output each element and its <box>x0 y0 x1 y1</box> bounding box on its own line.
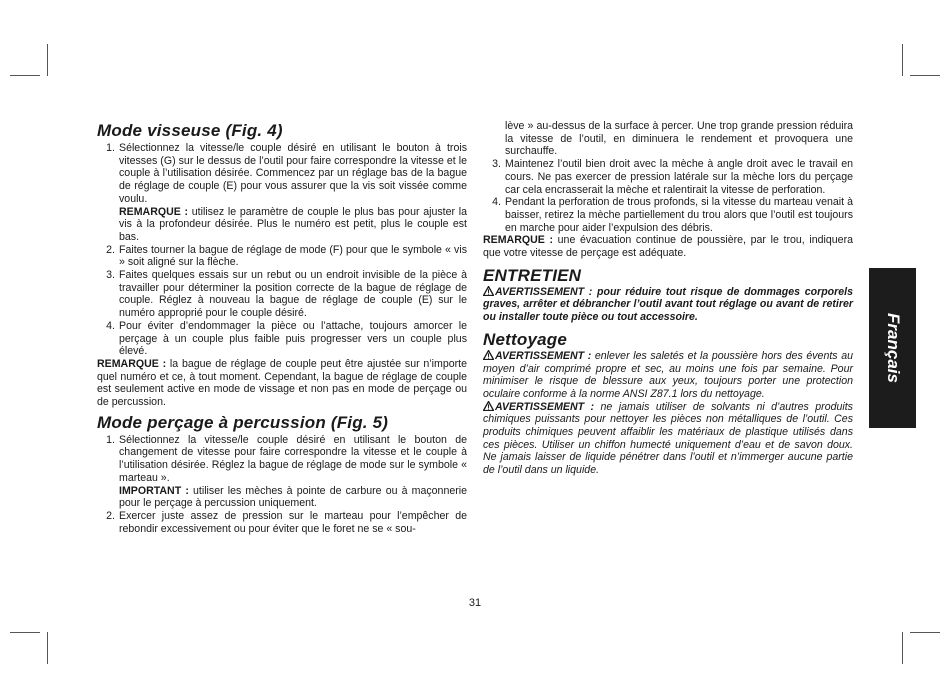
warning-paragraph <box>483 286 853 324</box>
item-number: 4. <box>106 319 115 332</box>
item-number: 4. <box>492 196 501 209</box>
remark-label: REMARQUE : <box>97 357 167 370</box>
crop-mark <box>10 632 40 633</box>
crop-mark <box>47 632 48 664</box>
warning-text: AVERTISSEMENT : pour réduire tout risque de dommages corporels graves, arrêter et débrancher l’outil avant tout réglage ou avant de retirer ou installer toute pièce ou tout accessoire. <box>483 285 853 324</box>
item-text: Faites quelques essais sur un rebut ou un endroit invisible de la pièce à travailler pour déterminer la position correcte de la bague de réglage de couple. Réglez à nouveau la bague de réglage de couple (E) sur le numéro approprié pour le couple désiré. <box>119 269 467 320</box>
remark-text: la bague de réglage de couple peut être ajustée sur n’importe quel numéro et ce, à tout moment. Cependant, la bague de réglage de couple est seulement active en mode de vissage et non pas en mode de perçage ou de percussion. <box>97 357 467 409</box>
remark-text: une évacuation continue de poussière, par le trou, indiquera que votre vitesse de perçage est adéquate. <box>483 234 853 260</box>
important-text: utiliser les mèches à pointe de carbure ou à maçonnerie pour le perçage à percussion uniquement. <box>119 484 468 510</box>
item-number: 2. <box>106 243 115 256</box>
remark-paragraph <box>97 358 467 409</box>
warning-paragraph <box>483 401 853 477</box>
list-item <box>97 269 467 320</box>
remark-note <box>97 206 467 244</box>
important-label: IMPORTANT : <box>119 484 189 497</box>
section-title-mode-percage: Mode perçage à percussion (Fig. 5) <box>97 412 389 432</box>
section-title-nettoyage: Nettoyage <box>483 329 567 349</box>
item-text: Faites tourner la bague de réglage de mode (F) pour que le symbole « vis » soit aligné sur la flèche. <box>119 243 467 269</box>
crop-mark <box>10 75 40 76</box>
item-number: 1. <box>106 142 115 154</box>
right-column <box>483 120 853 477</box>
item-number: 3. <box>106 269 115 282</box>
item-text: Pour éviter d’endommager la pièce ou l’attache, toujours amorcer le perçage à un couple plus faible puis progresser vers un couple plus élevé. <box>119 319 467 358</box>
warning-text: enlever les saletés et la poussière hors des évents au moyen d’air comprimé propre et sec, au moins une fois par semaine. Pour minimiser le risque de blessure aux yeux, toujours porter une protection oculaire conforme à la norme ANSI Z87.1 lors du nettoyage. <box>483 349 853 400</box>
left-column <box>97 120 467 535</box>
language-tab-label: Français <box>883 313 903 383</box>
warning-triangle-icon <box>483 286 494 296</box>
item-text: Sélectionnez la vitesse/le couple désiré en utilisant le bouton à trois vitesses (G) sur le dessus de l’outil pour faire correspondre la vitesse et le couple à l’utilisation désirée. Commencez par un réglage bas de la bague de réglage de couple (E) pour vous assurer que la vis soit vissée comme voulu. <box>119 142 467 205</box>
section-title-entretien: ENTRETIEN <box>483 265 582 285</box>
warning-triangle-icon <box>483 401 494 411</box>
item-text: Sélectionnez la vitesse/le couple désiré en utilisant le bouton de changement de vitesse pour faire correspondre la vitesse et le couple à l’utilisation désirée. Réglez la bague de réglage de mode sur le symbole « marteau ». <box>119 433 467 484</box>
remark-label: REMARQUE : <box>119 205 189 218</box>
list-item <box>97 244 467 269</box>
section-title-mode-visseuse: Mode visseuse (Fig. 4) <box>97 121 283 140</box>
warning-label: AVERTISSEMENT : <box>495 400 595 413</box>
crop-mark <box>910 632 940 633</box>
item-text: Maintenez l’outil bien droit avec la mèche à angle droit avec le travail en cours. Ne pas exercer de pression latérale sur la mèche lors du perçage car cela encrasserait la mèche et ralentirait la vitesse de perforation. <box>505 158 853 196</box>
item-text: Exercer juste assez de pression sur le marteau pour l’empêcher de rebondir excessivement ou pour éviter que le foret ne se « sou- <box>119 509 467 535</box>
list-item <box>97 510 467 535</box>
warning-text: ne jamais utiliser de solvants ni d’autres produits chimiques puissants pour nettoyer les pièces non métalliques de l’outil. Ces produits chimiques peuvent affaiblir les matériaux de plastique utilisés dans ces pièces. Utiliser un chiffon humecté uniquement d’eau et de savon doux. Ne jamais laisser de liquide pénétrer dans l’outil et n’immerger aucune partie de l’outil dans un liquide. <box>483 400 853 477</box>
list-item <box>97 142 467 206</box>
list-item <box>483 196 853 234</box>
warning-label: AVERTISSEMENT : <box>495 349 592 362</box>
language-tab <box>869 268 916 428</box>
item-text: Pendant la perforation de trous profonds, si la vitesse du marteau venait à baisser, retirez la mèche partiellement du trou alors que l’outil est toujours en marche pour aider l’expulsion des débris. <box>505 196 853 234</box>
crop-mark <box>902 632 903 664</box>
item-number: 1. <box>106 433 115 446</box>
item-number: 2. <box>106 509 115 522</box>
warning-paragraph <box>483 350 853 401</box>
list-item <box>97 320 467 358</box>
crop-mark <box>902 44 903 76</box>
list-item <box>483 158 853 196</box>
remark-paragraph <box>483 234 853 259</box>
crop-mark <box>910 75 940 76</box>
list-item <box>97 434 467 485</box>
remark-text: utilisez le paramètre de couple le plus bas pour ajuster la vis à la profondeur désirée. Plus le numéro est petit, plus le couple est bas. <box>119 205 467 243</box>
remark-label: REMARQUE : <box>483 234 553 247</box>
warning-triangle-icon <box>483 350 494 360</box>
page-number: 31 <box>468 597 482 609</box>
crop-mark <box>47 44 48 76</box>
continued-text: lève » au-dessus de la surface à percer. Une trop grande pression réduira la vitesse de l’outil, en diminuera le rendement et provoquera une surchauffe. <box>505 120 853 158</box>
important-note <box>97 485 467 510</box>
item-number: 3. <box>492 158 501 171</box>
